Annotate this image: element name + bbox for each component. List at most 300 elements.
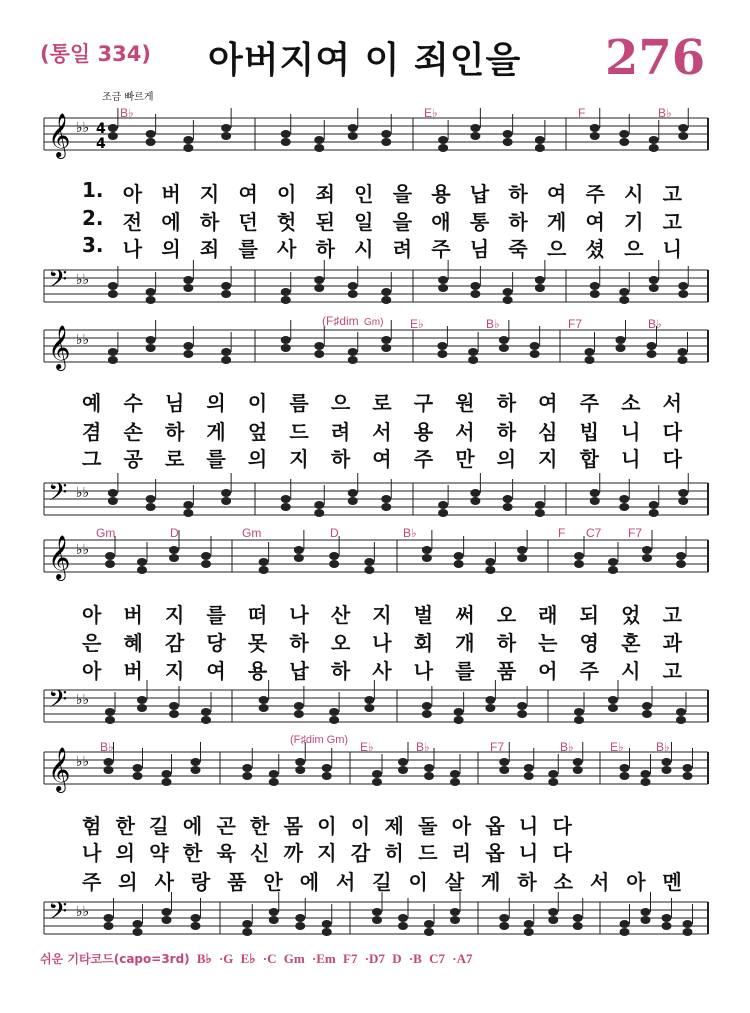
note-head [503,296,513,304]
lyric-syllable: 혜 [123,631,143,655]
note-head [454,552,464,560]
old-number: (통일 334) [40,42,151,66]
lyric-syllable: 여 [372,447,392,471]
lyric-line [82,866,682,895]
note-head [438,509,448,517]
note-head [468,348,478,356]
note-head [683,772,693,780]
note-head [499,766,509,774]
lyric-syllable: 시 [354,237,374,261]
guitar-chord: D [392,951,405,966]
note-head [590,497,600,505]
note-head [364,704,374,712]
note-head [372,770,382,778]
lyric-syllable: 고 [662,603,682,627]
note-head [348,356,358,364]
note-head [201,560,211,568]
key-signature: ♭♭ [76,754,90,770]
note-head [169,710,179,718]
chord-label: B♭ [658,106,672,120]
lyric-syllable: 이 [350,814,371,838]
chord-label: F [578,106,586,120]
note-head [573,922,583,930]
lyric-syllable: 버 [123,603,143,627]
note-head [438,136,448,144]
note-head [133,772,143,780]
note-head [108,497,118,505]
lyric-syllable: 애 [431,210,451,234]
lyric-syllable: 로 [372,391,392,415]
note-head [438,144,448,152]
lyric-syllable: 여 [538,391,558,415]
lyric-syllable: 의 [206,391,226,415]
note-head [169,702,179,710]
lyric-syllable: 래 [538,603,558,627]
note-head [269,916,279,924]
note-head [281,495,291,503]
lyric-syllable: 니 [518,841,539,865]
lyric-syllable: 한 [115,814,135,838]
key-signature: ♭♭ [76,272,90,288]
lyric-syllable: 님 [469,237,490,261]
lyric-syllable: 사 [277,237,297,261]
lyric-syllable: 이 [277,182,297,206]
note-head [468,356,478,364]
note-head [146,344,156,352]
note-head [104,914,114,922]
lyric-syllable: 하 [496,420,517,444]
key-signature: ♭♭ [76,542,90,558]
note-head [146,130,156,138]
note-head [616,336,626,344]
lyric-syllable: 하 [517,870,537,894]
note-head [503,288,513,296]
note-head [364,558,374,566]
chord-label: E♭ [410,317,424,331]
note-head [619,296,629,304]
note-head [348,124,358,132]
chord-label: E♭ [610,740,624,754]
note-head [281,344,291,352]
note-head [133,764,143,772]
note-head [620,928,630,936]
lyric-line [82,837,572,866]
lyric-syllable: 의 [496,447,517,471]
note-head [454,708,464,716]
note-head [221,489,231,497]
note-head [221,282,231,290]
note-head [647,342,657,350]
lyric-syllable: 하 [315,237,335,261]
note-head [503,130,513,138]
lyric-syllable: 하 [330,659,351,683]
lyric-syllable: 니 [662,237,682,261]
note-head [381,336,391,344]
lyric-syllable: 서 [372,420,392,444]
lyric-line [82,810,572,839]
note-head [608,558,618,566]
key-signature: ♭♭ [76,120,90,136]
note-head [530,342,540,350]
lyric-syllable: 벌 [413,603,434,627]
lyric-syllable: 이 [317,814,337,838]
note-head [381,296,391,304]
note-head [322,764,332,772]
lyric-syllable: 약 [149,841,169,865]
note-head [649,136,659,144]
lyric-syllable: 서 [662,391,682,415]
lyric-syllable: 나 [413,659,434,683]
lyric-syllable: 3. [82,233,104,257]
lyric-syllable: 멘 [662,870,682,894]
lyric-syllable: 지 [199,182,220,206]
lyric-syllable: 었 [621,603,641,627]
lyric-syllable: 여 [238,182,258,206]
note-head [616,344,626,352]
lyric-syllable: 를 [455,659,475,683]
lyric-syllable: 소 [553,870,573,894]
lyric-syllable: 히 [384,841,404,865]
lyric-syllable: 주 [413,447,434,471]
note-head [183,276,193,284]
note-head [499,336,509,344]
note-head [620,772,630,780]
lyric-syllable: 나 [289,603,309,627]
chord-label: F7 [628,526,643,540]
note-head [642,546,652,554]
note-head [104,922,114,930]
lyric-syllable: 는 [538,631,558,655]
note-head [499,344,509,352]
note-head [524,920,534,928]
note-head [281,503,291,511]
lyric-syllable: 아 [122,182,143,206]
lyric-syllable: 니 [621,447,641,471]
lyric-syllable: 지 [538,447,558,471]
note-head [573,766,583,774]
note-head [137,558,147,566]
lyric-syllable: 를 [206,447,226,471]
lyric-syllable: 길 [149,814,169,838]
lyric-syllable: 통 [469,210,490,234]
note-head [221,348,231,356]
lyric-syllable: 합 [579,447,599,471]
note-head [281,336,291,344]
note-head [649,501,659,509]
lyric-syllable: 님 [164,391,185,415]
note-head [108,290,118,298]
lyric-syllable: 하 [496,391,517,415]
lyric-syllable: 납 [469,182,490,206]
lyric-syllable: 여 [206,659,226,683]
key-signature: ♭♭ [76,692,90,708]
note-head [295,914,305,922]
time-signature: 4 [96,136,106,152]
note-head [470,497,480,505]
note-head [676,716,686,724]
note-head [574,552,584,560]
note-head [348,282,358,290]
lyric-syllable: 사 [154,870,174,894]
lyric-syllable: 손 [123,420,143,444]
note-head [259,696,269,704]
note-head [381,495,391,503]
note-head [348,489,358,497]
guitar-chord-footer [40,950,472,967]
chord-label: Gm [96,526,116,540]
note-head [108,356,118,364]
note-head [146,495,156,503]
note-head [329,552,339,560]
note-head [322,920,332,928]
lyric-syllable: 써 [455,603,475,627]
note-head [450,770,460,778]
note-head [678,132,688,140]
lyric-syllable: 옵 [485,841,505,865]
note-head [398,922,408,930]
note-head [169,546,179,554]
chord-label: B♭ [486,317,500,331]
lyric-syllable: 다 [662,447,682,471]
note-head [269,770,279,778]
guitar-label: 쉬운 기타코드(capo=3rd) [40,952,190,966]
note-head [437,342,447,350]
lyric-syllable: 름 [289,391,309,415]
lyric-syllable: 고 [662,659,682,683]
lyric-syllable: 공 [123,447,143,471]
lyric-syllable: 주 [431,237,451,261]
note-head [676,708,686,716]
note-head [678,348,688,356]
note-head [105,708,115,716]
note-head [424,920,434,928]
note-head [201,552,211,560]
note-head [590,282,600,290]
note-head [108,132,118,140]
note-head [314,276,324,284]
lyric-syllable: 수 [123,391,143,415]
lyric-syllable: 지 [289,447,309,471]
note-head [530,350,540,358]
lyric-line [82,443,682,472]
note-head [221,497,231,505]
bass-clef: 𝄢 [48,897,68,932]
lyric-syllable: 버 [161,182,181,206]
note-head [649,276,659,284]
lyric-syllable: 버 [123,659,143,683]
note-head [381,138,391,146]
lyric-syllable: 지 [164,659,185,683]
lyric-syllable: 을 [392,182,413,206]
lyric-syllable: 어 [538,659,558,683]
chord-label: B♭ [403,526,417,540]
guitar-chord: ·G [218,951,237,966]
guitar-chord-list [193,951,473,966]
lyric-line [82,655,682,684]
lyric-syllable: 려 [392,237,413,261]
lyric-syllable: 나 [122,237,143,261]
note-head [649,284,659,292]
note-head [269,908,279,916]
note-head [678,290,688,298]
note-head [662,766,672,774]
note-head [424,764,434,772]
note-head [221,124,231,132]
lyric-syllable: 고 [662,210,682,234]
note-head [585,348,595,356]
lyric-syllable: 서 [455,420,475,444]
hymn-number: 276 [605,30,706,86]
note-head [183,342,193,350]
note-head [183,144,193,152]
note-head [485,558,495,566]
lyric-syllable: 여 [585,210,605,234]
note-head [590,124,600,132]
lyric-syllable: 사 [372,659,392,683]
note-head [146,296,156,304]
note-head [104,758,114,766]
note-head [348,290,358,298]
note-head [259,704,269,712]
note-head [678,124,688,132]
note-head [295,766,305,774]
note-head [183,136,193,144]
note-head [329,708,339,716]
treble-clef: 𝄞 [48,325,71,369]
note-head [678,282,688,290]
note-head [133,928,143,936]
guitar-chord: ·B [408,951,426,966]
lyric-syllable: 제 [384,814,404,838]
lyric-syllable: 하 [496,631,517,655]
lyric-syllable: 니 [621,420,641,444]
lyric-syllable: 육 [216,841,236,865]
note-head [137,704,147,712]
lyric-syllable: 하 [289,631,309,655]
note-head [647,350,657,358]
lyric-syllable: 엎 [247,420,268,444]
note-head [535,501,545,509]
lyric-syllable: 된 [315,210,335,234]
note-head [641,908,651,916]
lyric-syllable: 감 [350,841,371,865]
note-head [503,495,513,503]
note-head [183,350,193,358]
lyric-syllable: 1. [82,178,104,202]
note-head [169,554,179,562]
note-head [620,764,630,772]
chord-label: E♭ [360,740,374,754]
note-head [269,778,279,786]
lyric-syllable: 못 [247,631,268,655]
lyric-syllable: 일 [354,210,374,234]
chord-label: D [330,526,339,540]
note-head [137,566,147,574]
lyric-syllable: 으 [546,237,567,261]
lyric-syllable: 드 [418,841,438,865]
lyric-syllable: 주 [82,870,102,894]
note-head [191,914,201,922]
lyric-syllable: 의 [115,841,135,865]
note-head [105,552,115,560]
lyric-syllable: 게 [546,210,567,234]
lyric-syllable: 몸 [283,814,303,838]
note-head [517,702,527,710]
note-head [503,138,513,146]
lyric-syllable: 서 [335,870,356,894]
note-head [574,716,584,724]
treble-clef: 𝄞 [48,747,71,791]
note-head [438,276,448,284]
note-head [183,284,193,292]
lyric-syllable: 곤 [216,814,236,838]
note-head [499,758,509,766]
lyric-syllable: 하 [199,210,220,234]
note-head [259,566,269,574]
note-head [619,503,629,511]
note-head [108,124,118,132]
note-head [590,132,600,140]
lyric-syllable: 드 [289,420,309,444]
note-head [242,928,252,936]
note-head [137,696,147,704]
lyric-syllable: 에 [161,210,181,234]
note-head [573,914,583,922]
note-head [422,702,432,710]
note-head [662,922,672,930]
note-head [146,138,156,146]
note-head [517,546,527,554]
chord-label: B♭ [120,106,134,120]
note-head [619,130,629,138]
lyric-syllable: 품 [227,870,247,894]
note-head [662,758,672,766]
note-head [450,908,460,916]
note-head [678,356,688,364]
lyric-syllable: 고 [662,182,682,206]
lyric-syllable: 에 [182,814,203,838]
note-head [372,778,382,786]
lyric-syllable: 죄 [199,237,220,261]
lyric-syllable: 주 [579,391,599,415]
bass-clef: 𝄢 [48,478,68,513]
chord-label: F [558,526,566,540]
chord-label: F7 [490,740,505,754]
lyric-syllable: 한 [250,814,270,838]
lyric-syllable: 아 [82,603,102,627]
guitar-chord: ·A7 [452,951,473,966]
note-head [424,928,434,936]
note-head [295,922,305,930]
note-head [364,566,374,574]
lyric-syllable: 빕 [579,420,599,444]
guitar-chord: Gm [283,951,308,966]
note-head [524,764,534,772]
lyric-syllable: 다 [552,841,572,865]
lyric-syllable: 납 [289,659,309,683]
lyric-syllable: 까 [283,841,303,865]
note-head [424,772,434,780]
note-head [105,716,115,724]
chord-label: D [170,526,179,540]
note-head [642,710,652,718]
note-head [221,290,231,298]
note-head [676,560,686,568]
lyric-syllable: 지 [164,603,185,627]
note-head [294,554,304,562]
lyric-syllable: 헛 [277,210,297,234]
lyric-line [82,178,682,207]
